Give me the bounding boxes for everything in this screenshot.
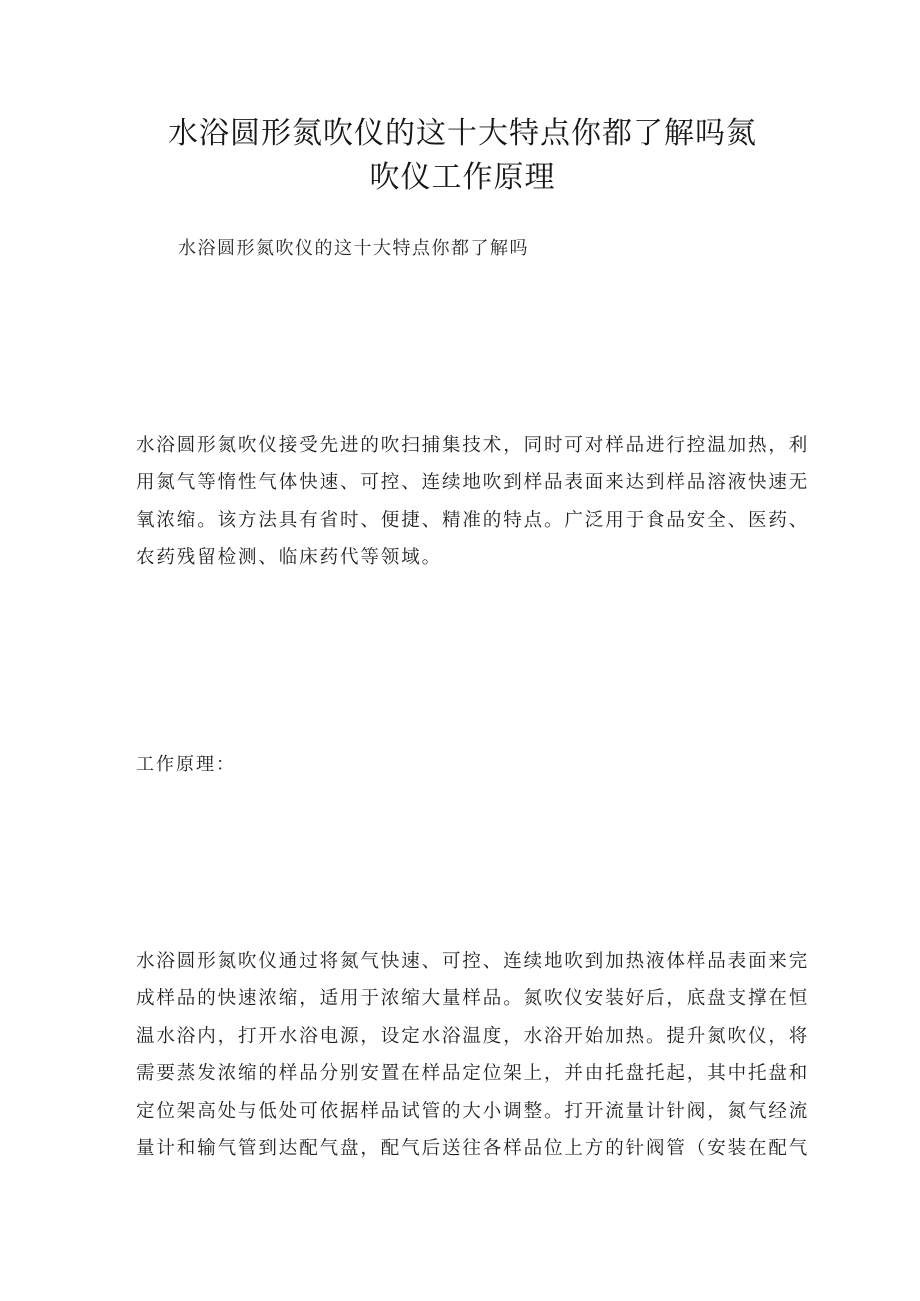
principle-paragraph-line: 定位架高处与低处可依据样品试管的大小调整。打开流量计针阀，氮气经流 <box>136 1100 810 1122</box>
intro-paragraph-line: 氧浓缩。该方法具有省时、便捷、精准的特点。广泛用于食品安全、医药、 <box>136 509 810 531</box>
intro-paragraph <box>136 427 810 577</box>
intro-paragraph-line: 农药残留检测、临床药代等领域。 <box>136 547 443 569</box>
section-heading-working-principle: 工作原理： <box>136 754 236 775</box>
intro-paragraph-line: 用氮气等惰性气体快速、可控、连续地吹到样品表面来达到样品溶液快速无 <box>136 472 810 494</box>
principle-paragraph-line: 量计和输气管到达配气盘，配气后送往各样品位上方的针阀管（安装在配气 <box>136 1138 810 1160</box>
intro-paragraph-line: 水浴圆形氮吹仪接受先进的吹扫捕集技术，同时可对样品进行控温加热，利 <box>136 435 810 456</box>
principle-paragraph-line: 水浴圆形氮吹仪通过将氮气快速、可控、连续地吹到加热液体样品表面来完 <box>136 951 810 972</box>
principle-paragraph <box>136 943 810 1167</box>
document-title-line-2: 吹仪工作原理 <box>369 160 556 195</box>
document-title-line-1: 水浴圆形氮吹仪的这十大特点你都了解吗氮 <box>168 116 757 151</box>
principle-paragraph-line: 需要蒸发浓缩的样品分别安置在样品定位架上，并由托盘托起，其中托盘和 <box>136 1063 810 1085</box>
principle-paragraph-line: 温水浴内，打开水浴电源，设定水浴温度，水浴开始加热。提升氮吹仪，将 <box>136 1025 810 1047</box>
principle-paragraph-line: 成样品的快速浓缩，适用于浓缩大量样品。氮吹仪安装好后，底盘支撑在恒 <box>136 988 810 1010</box>
document-title <box>140 112 785 200</box>
document-subtitle: 水浴圆形氮吹仪的这十大特点你都了解吗 <box>178 238 529 259</box>
